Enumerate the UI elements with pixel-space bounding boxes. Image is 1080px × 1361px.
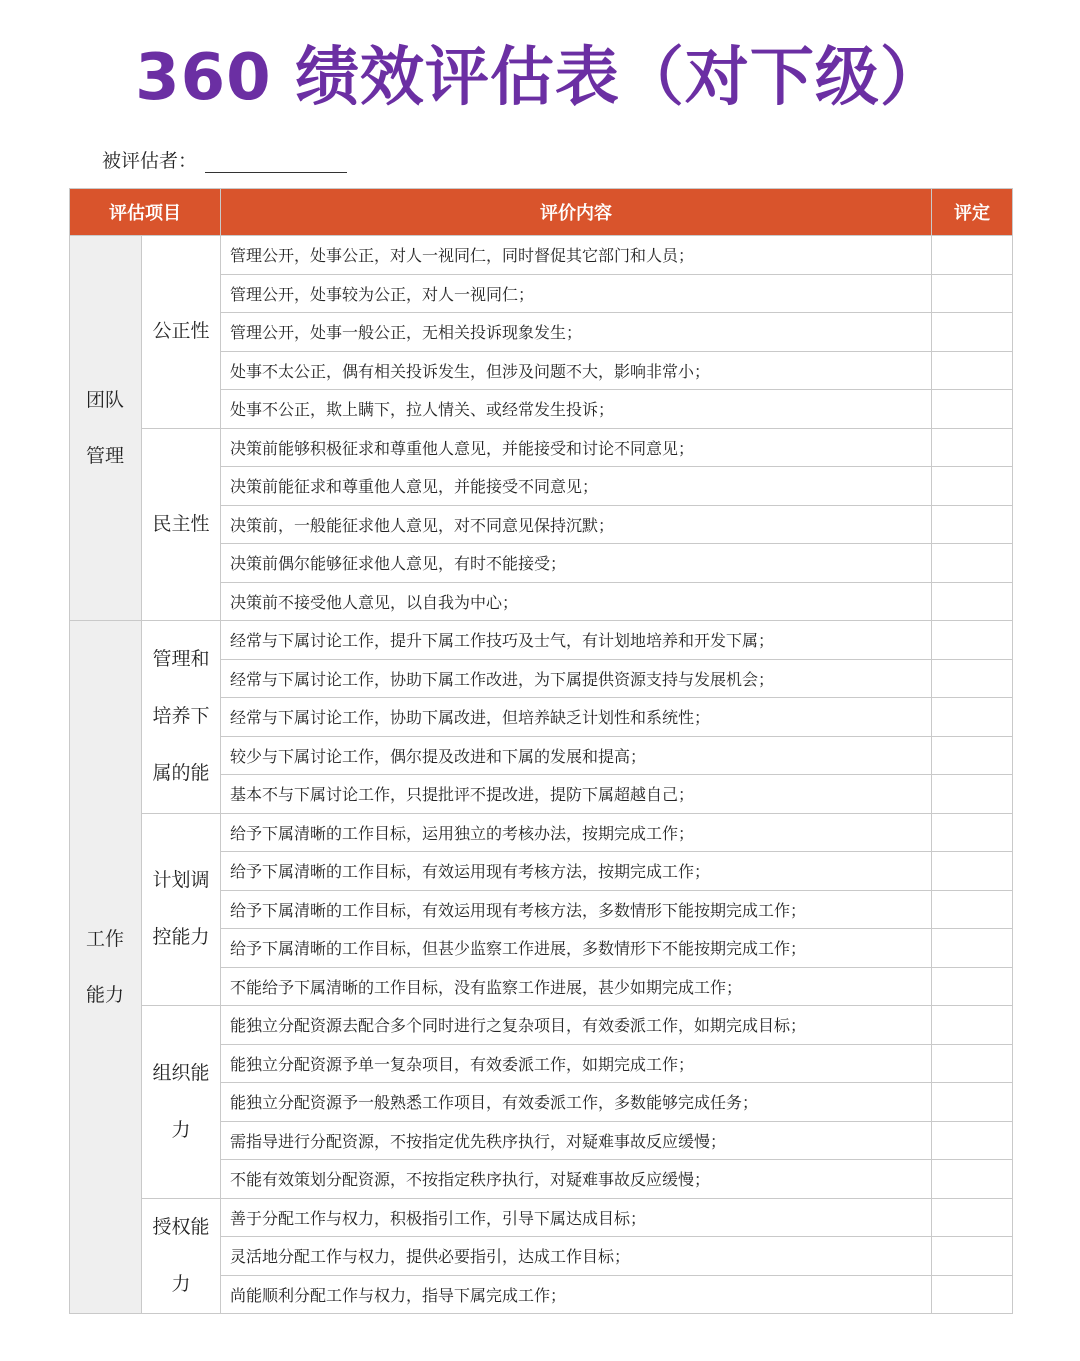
criterion-text: 尚能顺利分配工作与权力，指导下属完成工作； xyxy=(221,1275,932,1314)
rating-cell[interactable] xyxy=(932,1121,1013,1160)
criterion-text: 需指导进行分配资源，不按指定优先秩序执行，对疑难事故反应缓慢； xyxy=(221,1121,932,1160)
table-row xyxy=(70,621,1013,660)
criterion-text: 给予下属清晰的工作目标，有效运用现有考核方法，多数情形下能按期完成工作； xyxy=(221,890,932,929)
rating-cell[interactable] xyxy=(932,467,1013,506)
rating-cell[interactable] xyxy=(932,1160,1013,1199)
criterion-text: 不能给予下属清晰的工作目标，没有监察工作进展，甚少如期完成工作； xyxy=(221,967,932,1006)
criterion-text: 基本不与下属讨论工作，只提批评不提改进，提防下属超越自己； xyxy=(221,775,932,814)
criterion-text: 不能有效策划分配资源，不按指定秩序执行，对疑难事故反应缓慢； xyxy=(221,1160,932,1199)
rating-cell[interactable] xyxy=(932,659,1013,698)
subcategory-cell xyxy=(142,621,221,814)
criterion-text: 较少与下属讨论工作，偶尔提及改进和下属的发展和提高； xyxy=(221,736,932,775)
rating-cell[interactable] xyxy=(932,351,1013,390)
subcategory-label: 计划调 控能力 xyxy=(152,869,210,949)
rating-cell[interactable] xyxy=(932,967,1013,1006)
criterion-text: 善于分配工作与权力，积极指引工作，引导下属达成目标； xyxy=(221,1198,932,1237)
rating-cell[interactable] xyxy=(932,390,1013,429)
criterion-text: 能独立分配资源予一般熟悉工作项目，有效委派工作，多数能够完成任务； xyxy=(221,1083,932,1122)
rating-cell[interactable] xyxy=(932,544,1013,583)
rating-cell[interactable] xyxy=(932,813,1013,852)
criterion-text: 决策前不接受他人意见，以自我为中心； xyxy=(221,582,932,621)
criterion-text: 经常与下属讨论工作，协助下属改进，但培养缺乏计划性和系统性； xyxy=(221,698,932,737)
table-header-row xyxy=(70,189,1013,236)
criterion-text: 处事不公正，欺上瞒下，拉人情关、或经常发生投诉； xyxy=(221,390,932,429)
subcategory-label: 组织能 力 xyxy=(152,1061,210,1141)
rating-cell[interactable] xyxy=(932,505,1013,544)
rating-cell[interactable] xyxy=(932,1198,1013,1237)
subcategory-label: 公正性 xyxy=(152,320,210,343)
evaluatee-label: 被评估者： xyxy=(102,150,198,172)
criterion-text: 经常与下属讨论工作，提升下属工作技巧及士气，有计划地培养和开发下属； xyxy=(221,621,932,660)
criterion-text: 能独立分配资源予单一复杂项目，有效委派工作，如期完成工作； xyxy=(221,1044,932,1083)
rating-cell[interactable] xyxy=(932,428,1013,467)
criterion-text: 决策前偶尔能够征求他人意见，有时不能接受； xyxy=(221,544,932,583)
rating-cell[interactable] xyxy=(932,1275,1013,1314)
criterion-text: 管理公开，处事公正，对人一视同仁，同时督促其它部门和人员； xyxy=(221,236,932,275)
criterion-text: 管理公开，处事较为公正，对人一视同仁； xyxy=(221,274,932,313)
subcategory-label: 管理和 培养下 属的能 xyxy=(152,648,210,785)
subcategory-label: 民主性 xyxy=(152,512,210,535)
subcategory-cell xyxy=(142,236,221,429)
criterion-text: 决策前能够积极征求和尊重他人意见，并能接受和讨论不同意见； xyxy=(221,428,932,467)
criterion-text: 能独立分配资源去配合多个同时进行之复杂项目，有效委派工作，如期完成目标； xyxy=(221,1006,932,1045)
criterion-text: 决策前，一般能征求他人意见，对不同意见保持沉默； xyxy=(221,505,932,544)
rating-cell[interactable] xyxy=(932,852,1013,891)
rating-cell[interactable] xyxy=(932,1237,1013,1276)
rating-cell[interactable] xyxy=(932,582,1013,621)
criterion-text: 给予下属清晰的工作目标，但甚少监察工作进展，多数情形下不能按期完成工作； xyxy=(221,929,932,968)
criterion-text: 经常与下属讨论工作，协助下属工作改进，为下属提供资源支持与发展机会； xyxy=(221,659,932,698)
rating-cell[interactable] xyxy=(932,736,1013,775)
subcategory-cell xyxy=(142,1006,221,1199)
rating-cell[interactable] xyxy=(932,313,1013,352)
criterion-text: 给予下属清晰的工作目标，运用独立的考核办法，按期完成工作； xyxy=(221,813,932,852)
table-row xyxy=(70,1198,1013,1237)
table-row xyxy=(70,1006,1013,1045)
table-row xyxy=(70,813,1013,852)
subcategory-cell xyxy=(142,813,221,1006)
evaluation-table xyxy=(69,188,1013,1314)
category-cell xyxy=(70,236,142,621)
table-row xyxy=(70,236,1013,275)
criterion-text: 灵活地分配工作与权力，提供必要指引，达成工作目标； xyxy=(221,1237,932,1276)
rating-cell[interactable] xyxy=(932,621,1013,660)
subcategory-label: 授权能 力 xyxy=(152,1215,210,1295)
rating-cell[interactable] xyxy=(932,1044,1013,1083)
category-cell xyxy=(70,621,142,1314)
rating-cell[interactable] xyxy=(932,929,1013,968)
criterion-text: 管理公开，处事一般公正，无相关投诉现象发生； xyxy=(221,313,932,352)
rating-cell[interactable] xyxy=(932,698,1013,737)
header-content: 评价内容 xyxy=(221,189,932,236)
table-body xyxy=(70,236,1013,1314)
criterion-text: 给予下属清晰的工作目标，有效运用现有考核方法，按期完成工作； xyxy=(221,852,932,891)
page-title: 360 绩效评估表（对下级） xyxy=(135,41,945,115)
rating-cell[interactable] xyxy=(932,1006,1013,1045)
category-label: 团队 管理 xyxy=(86,389,125,467)
rating-cell[interactable] xyxy=(932,1083,1013,1122)
rating-cell[interactable] xyxy=(932,775,1013,814)
subcategory-cell xyxy=(142,428,221,621)
criterion-text: 处事不太公正，偶有相关投诉发生，但涉及问题不大，影响非常小； xyxy=(221,351,932,390)
category-label: 工作 能力 xyxy=(86,928,125,1006)
criterion-text: 决策前能征求和尊重他人意见，并能接受不同意见； xyxy=(221,467,932,506)
rating-cell[interactable] xyxy=(932,890,1013,929)
rating-cell[interactable] xyxy=(932,236,1013,275)
evaluatee-blank[interactable] xyxy=(205,150,347,173)
header-rating: 评定 xyxy=(932,189,1013,236)
header-item: 评估项目 xyxy=(70,189,221,236)
evaluatee-field xyxy=(102,146,347,173)
rating-cell[interactable] xyxy=(932,274,1013,313)
table-row xyxy=(70,428,1013,467)
subcategory-cell xyxy=(142,1198,221,1314)
